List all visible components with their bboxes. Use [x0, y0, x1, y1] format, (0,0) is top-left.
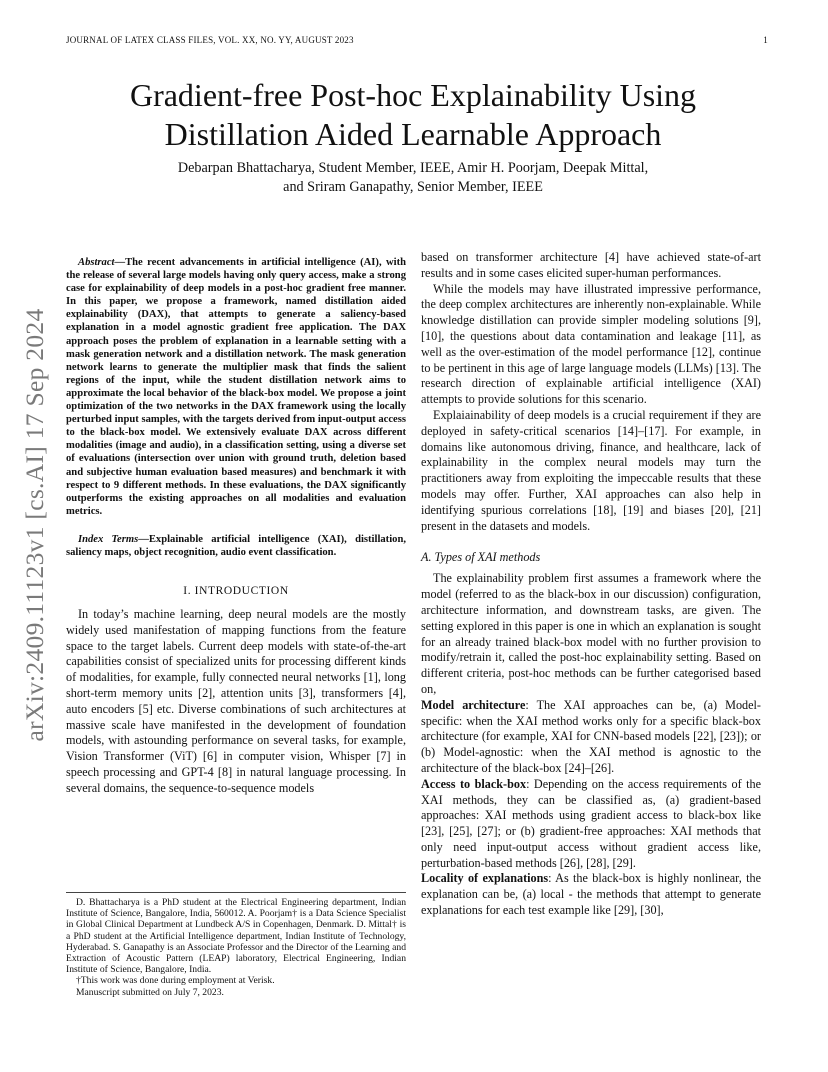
index-terms-text: —Explainable artificial intelligence (XAI), distillation, saliency maps, object recognition, audio event classification.	[66, 533, 406, 558]
running-header	[66, 35, 768, 45]
paragraph-continuation: based on transformer architecture [4] have achieved state-of-art results and in some cases elicited super-human performances.	[421, 250, 761, 280]
locality-label: Locality of explanations	[421, 871, 549, 886]
footnote-submission: Manuscript submitted on July 7, 2023.	[76, 986, 224, 998]
paper-title: Gradient-free Post-hoc Explainability Using Distillation Aided Learnable Approach	[129, 77, 697, 152]
abstract	[66, 256, 406, 518]
left-column	[66, 256, 406, 797]
subsection-heading: A. Types of XAI methods	[421, 550, 541, 565]
model-architecture-text: : The XAI approaches can be, (a) Model-specific: when the XAI method works only for a specific black-box architecture (for example, XAI for CNN-based models [22], [23]); or (b) Model-agnostic: when the XAI method is agnostic to the architecture of the black-box [24]–[26].	[421, 697, 761, 775]
section-heading-introduction: I. INTRODUCTION	[183, 585, 289, 598]
footnote-verisk: †This work was done during employment at Verisk.	[76, 975, 275, 987]
arxiv-sidebar	[18, 295, 52, 755]
index-terms-label: Index Terms	[78, 533, 139, 545]
abstract-label: Abstract	[78, 257, 115, 268]
paragraph-model-architecture	[421, 698, 761, 777]
paragraph-framework: The explainability problem first assumes a framework where the model (referred to as the black-box in our discussion) configuration, architecture information, and downstream tasks, are given. The setting explored in this paper is one in which an explanation is sought for an already trained black-box model with no further provision to modify/retrain it, called the post-hoc explainability setting. Based on different criteria, post-hoc methods can be further categorised based on,	[421, 571, 761, 696]
model-architecture-label: Model architecture	[421, 697, 526, 712]
abstract-text: —The recent advancements in artificial intelligence (AI), with the release of several large models having only query access, make a strong case for explainability of deep models in a post-hoc gradient free manner. In this paper, we propose a framework, named distillation aided explainability (DAX), that attempts to generate a saliency-based explanation in a model agnostic gradient free application. The DAX approach poses the problem of explanation in a learnable setting with a mask generation network and a distillation network. The mask generation network learns to generate the multiplier mask that finds the salient regions of the input, while the student distillation network aims to approximate the local behavior of the black-box model. We propose a joint optimization of the two networks in the DAX framework using the locally perturbed input samples, with the targets derived from input-output access to the black-box model. We extensively evaluate DAX across different modalities (image and audio), in a classification setting, using a diverse set of evaluations (intersection over union with ground truth, deletion based and subjective human evaluation based measures) and benchmark it with respect to 9 different methods. In these evaluations, the DAX significantly outperforms the existing approaches on all modalities and evaluation metrics.	[66, 257, 406, 517]
access-label: Access to black-box	[421, 776, 527, 791]
footnotes	[66, 892, 406, 998]
journal-header: JOURNAL OF LATEX CLASS FILES, VOL. XX, NO. YY, AUGUST 2023	[66, 35, 354, 45]
intro-paragraph: In today’s machine learning, deep neural models are the mostly widely used manifestation of mapping functions from the feature space to the target labels. Current deep models with state-of-the-art capabilities consist of specialized units for processing different kinds of modalities, for example, fully connected neural networks [1], long short-term memory units [2], attention units [3], transformers [4], auto encoders [5] etc. Diverse combinations of such architectures at massive scale have manifested in the development of foundation models, with astounding performance on several tasks, for example, Vision Transformer (ViT) [6] in computer vision, Whisper [7] in speech processing and GPT-4 [8] in natural language processing. In several domains, the sequence-to-sequence models	[66, 607, 406, 795]
page-number: 1	[763, 35, 768, 45]
authors-line-2: and Sriram Ganapathy, Senior Member, IEEE	[283, 179, 543, 195]
arxiv-identifier: arXiv:2409.11123v1 [cs.AI] 17 Sep 2024	[20, 308, 49, 742]
author-block	[66, 159, 760, 197]
paragraph-distillation: While the models may have illustrated impressive performance, the deep complex architectures are inherently non-explainable. While knowledge distillation can provide simpler modeling solutions [9], [10], the questions about data contamination and leakage [11], as well as the over-estimation of the model performance [12], continue to be pertinent in this age of large language models (LLMs) [13]. The research direction of explainable artificial intelligence (XAI) attempts to provide solutions for this scenario.	[421, 281, 761, 407]
footnote-affiliations: D. Bhattacharya is a PhD student at the Electrical Engineering department, Indian Institute of Science, Bangalore, India, 560012. A. Poorjam† is a Data Science Specialist in Global Clinical Department at Lundbeck A/S in Copenhagen, Denmark. D. Mittal† is a PhD student at the Artificial Intelligence department, Indian Institute of Technology, Hyderabad. S. Ganapathy is an Associate Professor and the Director of the Learning and Extraction of Acoustic Pattern (LEAP) laboratory, Electrical Engineering, Indian Institute of Science, Bangalore, India.	[66, 897, 406, 976]
index-terms	[66, 533, 406, 559]
paragraph-locality	[421, 871, 761, 918]
access-text: : Depending on the access requirements of the XAI methods, they can be classified as, (a) gradient-based approaches: XAI methods using gradient access to black-box like [23], [25], [27]; or (b) gradient-free approaches: XAI methods that only need input-output access without gradient access like, perturbation-based methods [26], [28], [29].	[421, 776, 761, 870]
paragraph-access	[421, 777, 761, 872]
paragraph-safety: Explaiainability of deep models is a crucial requirement if they are deployed in safety-critical scenarios [14]–[17]. For example, in domains like autonomous driving, finance, and healthcare, lack of explainability in the complex neural models may turn the practitioners away from exploiting the impeccable results that these models may offer. Further, XAI approaches can also help in identifying spurious correlations [18], [19] and biases [20], [21] present in the datasets and models.	[421, 407, 761, 533]
locality-text: : As the black-box is highly nonlinear, the explanation can be, (a) local - the methods that attempt to generate explanations for each test example like [29], [30],	[421, 871, 761, 918]
authors-line-1: Debarpan Bhattacharya, Student Member, IEEE, Amir H. Poorjam, Deepak Mittal,	[177, 160, 649, 176]
right-column	[421, 250, 761, 919]
